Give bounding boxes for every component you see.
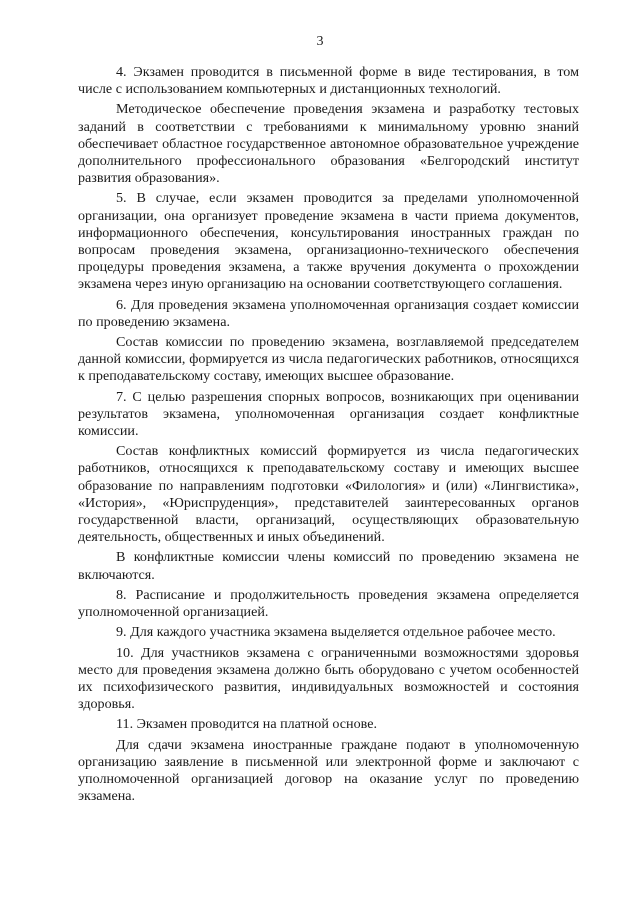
paragraph-9-workplace: 9. Для каждого участника экзамена выделяется отдельное рабочее место. [116,624,556,641]
paragraph-8-schedule: 8. Расписание и продолжительность проведения экзамена определяется уполномоченной организацией. [78,586,579,621]
paragraph-commission-composition: Состав комиссии по проведению экзамена, возглавляемой председателем данной комиссии, формируется из числа педагогических работников, относящихся к преподавательскому составу, имеющих высшее образование. [78,334,579,385]
paragraph-methodical-support: Методическое обеспечение проведения экзамена и разработку тестовых заданий в соответствии с требованиями к минимальному уровню знаний обеспечивает областное государственное автономное образовательное учреждение дополнительного профессионального образования «Белгородский институт развития образования». [78,101,579,187]
page-number: 3 [316,34,324,49]
document-body [78,64,579,808]
paragraph-7-conflict-commissions: 7. С целью разрешения спорных вопросов, возникающих при оценивании результатов экзамена, уполномоченная организация создает конфликтные комиссии. [78,388,579,440]
paragraph-10-disabilities: 10. Для участников экзамена с ограниченными возможностями здоровья место для проведения экзамена должно быть оборудовано с учетом особенностей их психофизического развития, индивидуальных возможностей и состояния здоровья. [78,644,579,713]
paragraph-application: Для сдачи экзамена иностранные граждане подают в уполномоченную организацию заявление в письменной или электронной форме и заключают с уполномоченной организацией договор на оказание услуг по проведению экзамена. [78,736,579,805]
paragraph-11-paid-basis: 11. Экзамен проводится на платной основе. [116,716,377,733]
paragraph-5-outside-organization: 5. В случае, если экзамен проводится за пределами уполномоченной организации, она организует проведение экзамена в части приема документов, информационного обеспечения, консультирования иностранных граждан по вопросам проведения экзамена, организационно-технического обеспечения процедуры проведения экзамена, а также вручения документа о прохождении экзамена через иную организацию на основании соответствующего соглашения. [78,190,579,293]
paragraph-conflict-exclusion: В конфликтные комиссии члены комиссий по проведению экзамена не включаются. [78,549,579,583]
paragraph-6-commissions: 6. Для проведения экзамена уполномоченная организация создает комиссии по проведению экзамена. [78,296,579,330]
paragraph-conflict-composition: Состав конфликтных комиссий формируется из числа педагогических работников, относящихся к преподавательскому составу и имеющих высшее образование по направлениям подготовки «Филология» и (или) «Лингвистика», «История», «Юриспруденция», представителей заинтересованных органов государственной власти, организаций, осуществляющих образовательную деятельность, общественных и иных объединений. [78,443,579,546]
paragraph-4-exam-form: 4. Экзамен проводится в письменной форме в виде тестирования, в том числе с использованием компьютерных и дистанционных технологий. [78,64,579,98]
